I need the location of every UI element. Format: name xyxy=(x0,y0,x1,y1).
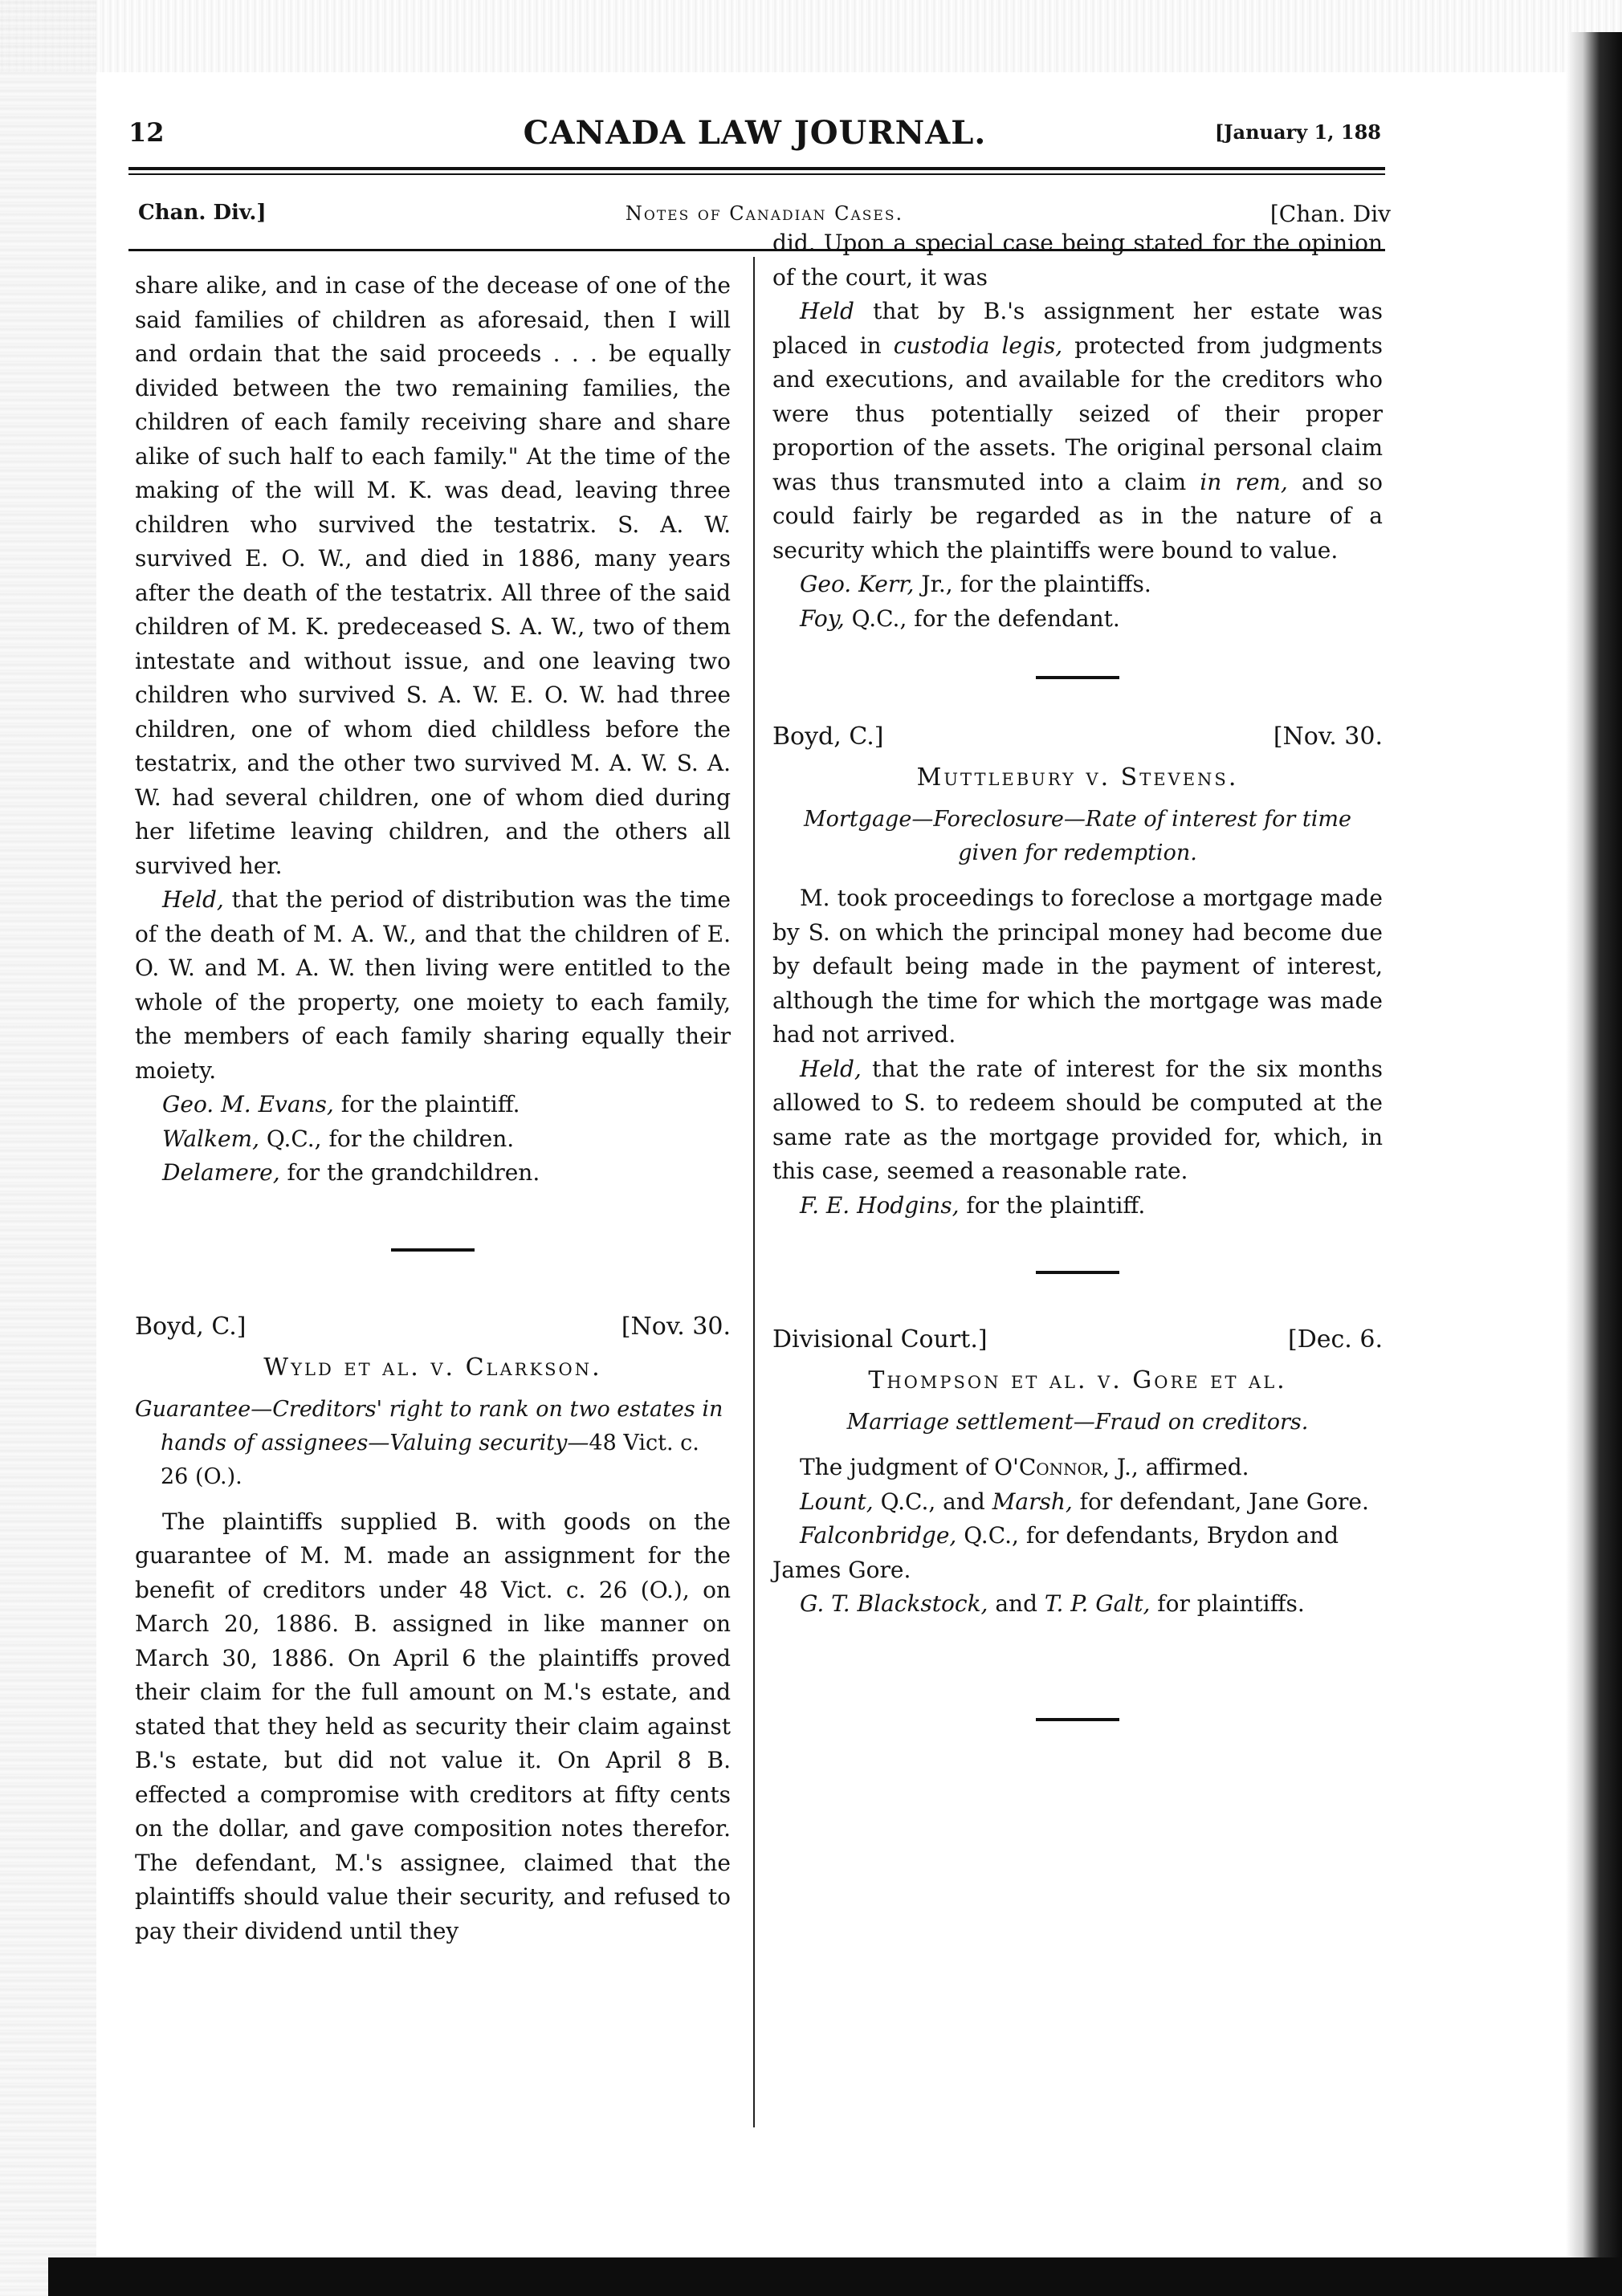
judgment-judge: O'Connor, J., xyxy=(994,1454,1139,1480)
scan-edge-right xyxy=(1566,32,1622,2280)
case-title: Wyld et al. v. Clarkson. xyxy=(263,1353,602,1382)
opening-paragraph: share alike, and in case of the decease of one of the said families of children as aforesaid, then I will and ordain that the said proceeds . . . be equally divided between the two remaining families, the children of each family receiving share and share alike of such half to each family." At the time of the making of the will M. K. was dead, leaving three children who survived the testatrix. S. A. W. survived E. O. W., and died in 1886, many years after the death of the testatrix. All three of the said children of M. K. predeceased S. A. W., two of them intestate and without issue, and one leaving two children who survived S. A. W. E. O. W. had three children, one of whom died childless before the testatrix, and the other two survived M. A. W. S. A. W. had several children, one of whom died during her lifetime leaving children, and the others all survived her. xyxy=(135,272,731,879)
case-date: [Nov. 30. xyxy=(621,1312,731,1341)
held-pre: that by B.'s assignment her estate was placed in xyxy=(772,298,1383,359)
case-separator xyxy=(1036,1718,1119,1721)
scan-edge-bottom xyxy=(48,2257,1622,2296)
counsel-role: for plaintiffs. xyxy=(1150,1590,1305,1617)
counsel-role: for the plaintiff. xyxy=(959,1191,1146,1219)
held-post: and so could fairly be regarded as in the nature of a security which the plaintiffs were bound to value. xyxy=(772,468,1383,564)
counsel-role: for defendant, Jane Gore. xyxy=(1072,1488,1369,1515)
case-facts: M. took proceedings to foreclose a mortgage made by S. on which the principal money had become due by default being made in the payment of interest, although the time for which the mortgage was made had not arrived. xyxy=(772,885,1383,1048)
counsel-role: for the plaintiff. xyxy=(333,1091,520,1117)
held-paragraph xyxy=(772,1052,1383,1189)
case-judgment xyxy=(772,1451,1383,1485)
judgment-post: affirmed. xyxy=(1138,1454,1249,1480)
counsel-line xyxy=(772,1189,1383,1223)
issue-date: [January 1, 188 xyxy=(1214,120,1381,144)
journal-title: CANADA LAW JOURNAL. xyxy=(523,114,987,152)
held-paragraph xyxy=(772,295,1383,568)
case-facts: The plaintiffs supplied B. with goods on the guarantee of M. M. made an assignment for the benefit of creditors under 48 Vict. c. 26 (O.), on March 20, 1886. B. assigned in like manner on March 30, 1886. On April 6 the plaintiffs proved their claim for the full amount on M.'s estate, and stated that they held as security their claim against B.'s estate, but did not value it. On April 8 B. effected a compromise with creditors at fifty cents on the dollar, and gave composition notes therefor. The defendant, M.'s assignee, claimed that the plaintiffs should value their security, and refused to pay their dividend until they xyxy=(135,1508,731,1944)
headnote-statute: 48 Vict. c. 26 (O.). xyxy=(161,1430,699,1489)
scan-edge-left xyxy=(0,0,96,2296)
case-judge: Boyd, C.] xyxy=(135,1312,247,1341)
counsel-role: Q.C., for the defendant. xyxy=(844,605,1120,632)
held-latin: custodia legis, xyxy=(893,332,1063,359)
judgment-pre: The judgment of xyxy=(800,1454,995,1480)
counsel-name: Delamere, xyxy=(162,1159,280,1186)
section-center: Notes of Canadian Cases. xyxy=(625,202,904,225)
counsel-name: Falconbridge, xyxy=(800,1522,957,1549)
running-head xyxy=(128,114,1381,162)
column-divider xyxy=(753,257,755,2127)
counsel-name: Marsh, xyxy=(992,1488,1073,1515)
counsel-line xyxy=(135,1088,731,1122)
right-column xyxy=(772,226,1383,1721)
held-label: Held, xyxy=(162,886,224,913)
held-latin-2: in rem, xyxy=(1200,468,1288,495)
counsel-line xyxy=(772,1519,1383,1587)
counsel-line xyxy=(772,1485,1383,1520)
counsel-name: T. P. Galt, xyxy=(1044,1590,1151,1617)
counsel-line xyxy=(135,1122,731,1157)
headnote-italic: Guarantee—Creditors' right to rank on two estates in hands of assignees—Valuing security— xyxy=(135,1396,723,1455)
case-judge: Boyd, C.] xyxy=(772,723,884,751)
counsel-name: Walkem, xyxy=(162,1125,259,1152)
held-label: Held, xyxy=(800,1055,862,1082)
counsel-name: G. T. Blackstock, xyxy=(800,1590,988,1617)
case-date: [Dec. 6. xyxy=(1287,1325,1383,1354)
case-header xyxy=(772,719,1383,755)
counsel-line xyxy=(772,1587,1383,1622)
case-title: Muttlebury v. Stevens. xyxy=(916,763,1239,792)
case-judge: Divisional Court.] xyxy=(772,1325,988,1354)
held-paragraph xyxy=(135,883,731,1088)
section-left: Chan. Div.] xyxy=(138,201,267,225)
case-headnote: Mortgage—Foreclosure—Rate of interest for time given for redemption. xyxy=(804,807,1351,865)
counsel-role: Q.C., for defendants, Brydon and James Gore. xyxy=(772,1522,1339,1583)
counsel-role: for the grandchildren. xyxy=(279,1159,540,1186)
counsel-name: Geo. Kerr, xyxy=(800,571,915,597)
held-mid: protected from judgments and executions, and available for the creditors who were thus potentially seized of their proper proportion of the assets. The original personal claim was thus transmuted into a claim xyxy=(772,332,1383,495)
counsel-name: Foy, xyxy=(800,605,845,632)
case-title: Thompson et al. v. Gore et al. xyxy=(868,1366,1287,1394)
header-rule xyxy=(128,167,1385,170)
page-number: 12 xyxy=(128,117,165,148)
held-text: that the period of distribution was the time of the death of M. A. W., and that the children of E. O. W. and M. A. W. then living were entitled to the whole of the property, one moiety to each family, the members of each family sharing equally their moiety. xyxy=(135,886,731,1084)
section-right: [Chan. Div xyxy=(1269,201,1391,227)
held-text: that the rate of interest for the six months allowed to S. to redeem should be computed at the same rate as the mortgage provided for, which, in this case, seemed a reasonable rate. xyxy=(772,1055,1383,1184)
counsel-role: Q.C., for the children. xyxy=(259,1125,515,1152)
counsel-name: Geo. M. Evans, xyxy=(162,1091,334,1117)
case-header xyxy=(135,1309,731,1345)
counsel-name: Lount, xyxy=(800,1488,874,1515)
left-column xyxy=(135,269,731,1948)
case-headnote: Marriage settlement—Fraud on creditors. xyxy=(846,1410,1309,1435)
counsel-name: F. E. Hodgins, xyxy=(800,1191,960,1219)
counsel-line xyxy=(772,568,1383,602)
counsel-line xyxy=(772,602,1383,637)
counsel-role: Jr., for the plaintiffs. xyxy=(914,571,1151,597)
held-label: Held xyxy=(800,298,854,324)
counsel-line xyxy=(135,1156,731,1191)
case-date: [Nov. 30. xyxy=(1273,723,1383,751)
continuation-paragraph: did. Upon a special case being stated for the opinion of the court, it was xyxy=(772,230,1383,291)
scan-edge-top xyxy=(0,0,1622,72)
counsel-role: and xyxy=(988,1590,1045,1617)
header-rule-thin xyxy=(128,173,1385,175)
case-headnote xyxy=(135,1393,731,1494)
counsel-role: Q.C., and xyxy=(873,1488,992,1515)
case-header xyxy=(772,1322,1383,1358)
